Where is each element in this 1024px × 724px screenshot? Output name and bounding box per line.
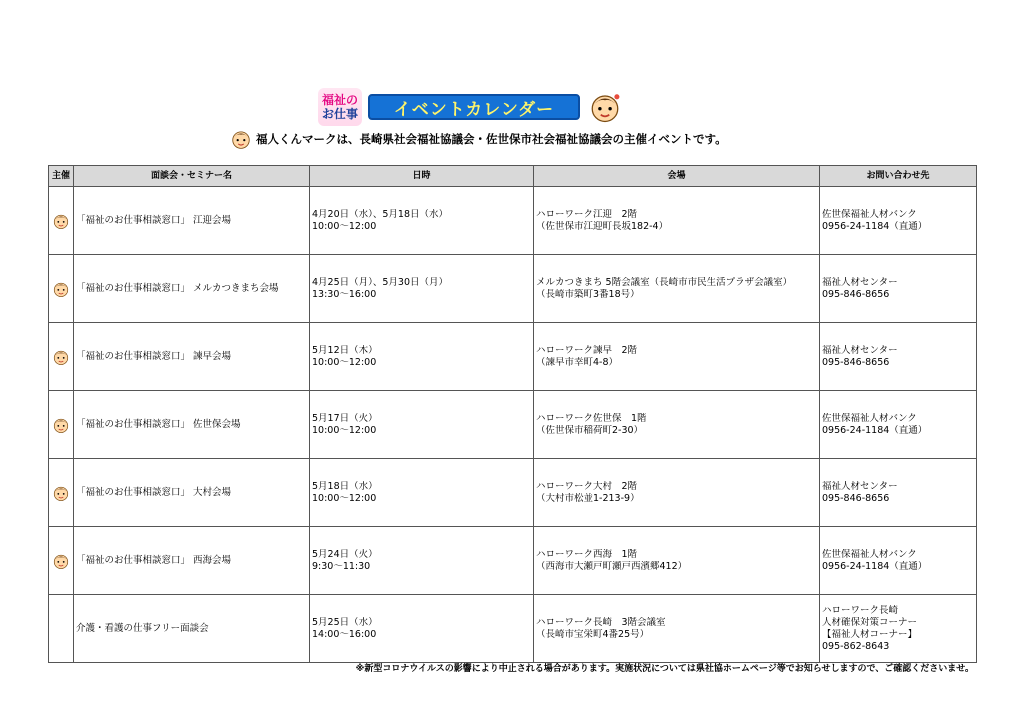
event-table: [48, 165, 977, 663]
organizer-cell: [49, 391, 74, 459]
datetime-cell: [310, 187, 534, 255]
datetime-cell: [310, 391, 534, 459]
contact-cell: [820, 391, 977, 459]
datetime-cell: [310, 595, 534, 663]
table-row: [49, 323, 977, 391]
datetime-line: 4月20日（水）、5月18日（水）: [312, 208, 449, 220]
contact-cell: [820, 459, 977, 527]
contact-line: 095-846-8656: [822, 288, 890, 300]
venue-line: （長崎市築町3番18号）: [536, 288, 640, 300]
contact-line: 0956-24-1184（直通）: [822, 560, 928, 572]
venue-line: ハローワーク江迎 2階: [536, 208, 638, 220]
organizer-cell: [49, 595, 74, 663]
table-header-row: [49, 166, 977, 187]
venue-cell: [534, 595, 820, 663]
venue-line: （長崎市宝栄町4番25号）: [536, 628, 650, 640]
venue-line: ハローワーク西海 1階: [536, 548, 638, 560]
contact-cell: [820, 255, 977, 323]
datetime-line: 9:30～11:30: [312, 560, 371, 572]
datetime-line: 5月24日（火）: [312, 548, 378, 560]
organizer-cell: [49, 255, 74, 323]
organizer-cell: [49, 323, 74, 391]
venue-cell: [534, 187, 820, 255]
venue-line: （大村市松並1-213-9）: [536, 492, 640, 504]
fukushi-logo: [318, 88, 362, 126]
page-title: イベントカレンダー: [368, 94, 580, 120]
contact-cell: [820, 527, 977, 595]
event-name-cell: 「福祉のお仕事相談窓口」 江迎会場: [74, 187, 310, 255]
logo-line1: 福祉の: [321, 93, 358, 107]
event-name-cell: 「福祉のお仕事相談窓口」 西海会場: [74, 527, 310, 595]
contact-line: 人材確保対策コーナー: [822, 616, 918, 628]
contact-line: 福祉人材センター: [822, 344, 898, 356]
mascot-icon: [52, 212, 70, 230]
mascot-icon: [52, 280, 70, 298]
datetime-line: 10:00～12:00: [312, 356, 377, 368]
datetime-line: 5月12日（木）: [312, 344, 378, 356]
contact-cell: [820, 323, 977, 391]
mascot-icon: [230, 128, 252, 150]
venue-line: ハローワーク大村 2階: [536, 480, 638, 492]
event-name-cell: 「福祉のお仕事相談窓口」 諫早会場: [74, 323, 310, 391]
column-header-event-name: 面談会・セミナー名: [74, 166, 310, 187]
organizer-cell: [49, 187, 74, 255]
venue-line: （佐世保市江迎町長坂182-4）: [536, 220, 669, 232]
datetime-cell: [310, 527, 534, 595]
venue-cell: [534, 391, 820, 459]
datetime-cell: [310, 459, 534, 527]
datetime-cell: [310, 323, 534, 391]
contact-line: 福祉人材センター: [822, 276, 898, 288]
table-row: [49, 391, 977, 459]
datetime-line: 13:30～16:00: [312, 288, 377, 300]
mascot-icon: [588, 90, 622, 124]
venue-line: メルカつきまち 5階会議室（長崎市市民生活プラザ会議室）: [536, 276, 793, 288]
contact-line: 095-862-8643: [822, 640, 890, 652]
logo-line2: お仕事: [321, 107, 358, 121]
table-row: [49, 255, 977, 323]
contact-line: 佐世保福祉人材バンク: [822, 548, 917, 560]
column-header-datetime: 日時: [310, 166, 534, 187]
column-header-venue: 会場: [534, 166, 820, 187]
contact-line: 0956-24-1184（直通）: [822, 220, 928, 232]
venue-cell: [534, 323, 820, 391]
venue-line: ハローワーク長崎 3階会議室: [536, 616, 666, 628]
column-header-organizer: 主催: [49, 166, 74, 187]
column-header-contact: お問い合わせ先: [820, 166, 977, 187]
contact-cell: [820, 595, 977, 663]
venue-line: （佐世保市稲荷町2-30）: [536, 424, 644, 436]
datetime-line: 4月25日（月）、5月30日（月）: [312, 276, 449, 288]
contact-line: 佐世保福祉人材バンク: [822, 412, 917, 424]
contact-line: 095-846-8656: [822, 356, 890, 368]
organizer-cell: [49, 527, 74, 595]
venue-line: （諫早市幸町4-8）: [536, 356, 619, 368]
datetime-line: 10:00～12:00: [312, 424, 377, 436]
contact-line: 【福祉人材コーナー】: [822, 628, 918, 640]
venue-cell: [534, 459, 820, 527]
venue-line: ハローワーク諫早 2階: [536, 344, 638, 356]
contact-cell: [820, 187, 977, 255]
datetime-line: 10:00～12:00: [312, 220, 377, 232]
table-row: [49, 187, 977, 255]
venue-cell: [534, 255, 820, 323]
venue-line: （西海市大瀬戸町瀬戸西濱郷412）: [536, 560, 688, 572]
footnote: ※新型コロナウイルスの影響により中止される場合があります。実施状況については県社協ホームページ等でお知らせしますので、ご確認くださいませ。: [355, 664, 974, 674]
table-row: [49, 595, 977, 663]
contact-line: 福祉人材センター: [822, 480, 898, 492]
mascot-icon: [52, 552, 70, 570]
venue-cell: [534, 527, 820, 595]
contact-line: 095-846-8656: [822, 492, 890, 504]
datetime-line: 5月18日（水）: [312, 480, 378, 492]
organizer-cell: [49, 459, 74, 527]
mascot-icon: [52, 348, 70, 366]
page-header: [318, 88, 638, 128]
contact-line: 佐世保福祉人材バンク: [822, 208, 917, 220]
event-name-cell: 「福祉のお仕事相談窓口」 メルカつきまち会場: [74, 255, 310, 323]
table-row: [49, 527, 977, 595]
mascot-icon: [52, 416, 70, 434]
datetime-cell: [310, 255, 534, 323]
venue-line: ハローワーク佐世保 1階: [536, 412, 647, 424]
datetime-line: 5月17日（火）: [312, 412, 378, 424]
subtitle-text: 福人くんマークは、長崎県社会福祉協議会・佐世保市社会福祉協議会の主催イベントです。: [256, 132, 727, 146]
datetime-line: 14:00～16:00: [312, 628, 377, 640]
datetime-line: 5月25日（水）: [312, 616, 378, 628]
event-name-cell: 「福祉のお仕事相談窓口」 佐世保会場: [74, 391, 310, 459]
contact-line: ハローワーク長崎: [822, 604, 899, 616]
mascot-icon: [52, 484, 70, 502]
datetime-line: 10:00～12:00: [312, 492, 377, 504]
subtitle-row: [230, 128, 727, 150]
event-name-cell: 「福祉のお仕事相談窓口」 大村会場: [74, 459, 310, 527]
contact-line: 0956-24-1184（直通）: [822, 424, 928, 436]
table-row: [49, 459, 977, 527]
event-name-cell: 介護・看護の仕事フリー面談会: [74, 595, 310, 663]
